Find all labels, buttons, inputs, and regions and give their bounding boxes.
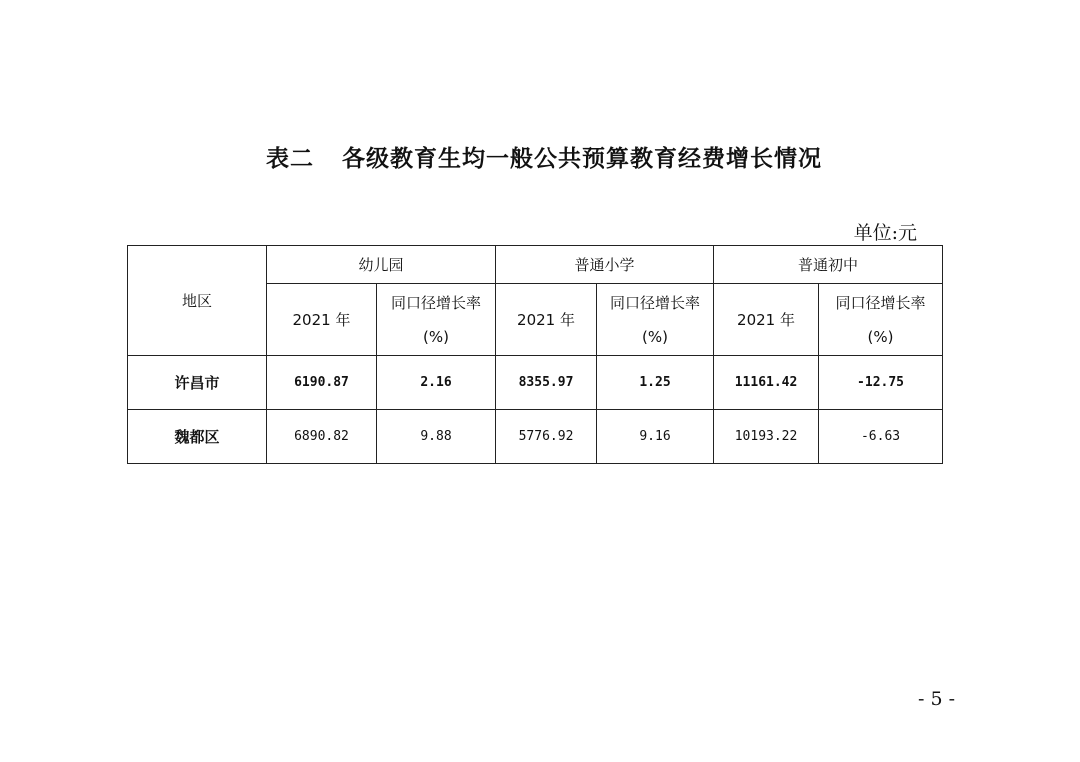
rate-header-line2: (%) (867, 327, 894, 346)
rate-header (819, 284, 943, 356)
page-number: - 5 - (918, 688, 956, 710)
table-title (266, 140, 822, 173)
rate-header-line1: 同口径增长率 (835, 293, 926, 312)
table-cell: 6190.87 (267, 356, 377, 410)
table-cell: 10193.22 (714, 410, 819, 464)
table-title-text: 各级教育生均一般公共预算教育经费增长情况 (342, 146, 822, 172)
rate-header-line1: 同口径增长率 (610, 293, 701, 312)
header-row-groups (128, 246, 943, 284)
table-cell: 9.88 (377, 410, 496, 464)
group-header-junior: 普通初中 (714, 246, 943, 284)
year-header: 2021 年 (496, 284, 597, 356)
table-cell: 11161.42 (714, 356, 819, 410)
table-cell: 9.16 (597, 410, 714, 464)
rate-header (597, 284, 714, 356)
year-header: 2021 年 (267, 284, 377, 356)
table-row (128, 356, 943, 410)
table-cell: 8355.97 (496, 356, 597, 410)
rate-header (377, 284, 496, 356)
rate-header-line2: (%) (423, 327, 449, 346)
year-header: 2021 年 (714, 284, 819, 356)
region-header: 地区 (128, 246, 267, 356)
group-header-primary: 普通小学 (496, 246, 714, 284)
region-name: 许昌市 (128, 356, 267, 410)
table-cell: 5776.92 (496, 410, 597, 464)
rate-header-line1: 同口径增长率 (391, 293, 482, 312)
table-cell: 6890.82 (267, 410, 377, 464)
table-cell: 2.16 (377, 356, 496, 410)
group-header-kindergarten: 幼儿园 (267, 246, 496, 284)
table-cell: 1.25 (597, 356, 714, 410)
expenditure-table (127, 245, 943, 464)
unit-label: 单位:元 (853, 222, 917, 244)
table-row (128, 410, 943, 464)
table-cell: -6.63 (819, 410, 943, 464)
rate-header-line2: (%) (642, 327, 668, 346)
table-cell: -12.75 (819, 356, 943, 410)
region-name: 魏都区 (128, 410, 267, 464)
table-label: 表二 (266, 146, 314, 172)
